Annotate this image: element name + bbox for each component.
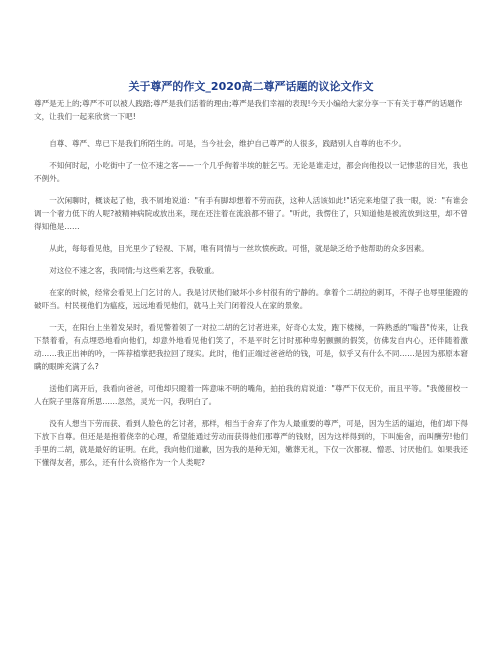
paragraph: 对这位不速之客，我同情;与这些乘艺客，我敬重。 bbox=[49, 266, 219, 275]
paragraph: 不知何时起，小吃街中了一位不速之客——一个几乎佝着半埃的脏乞丐。无论是谁走过，都会向他投以一记惨悲的目光，我也不例外。 bbox=[34, 161, 468, 183]
document-title: 关于尊严的作文_2020高二尊严话题的议论文作文 bbox=[128, 80, 374, 93]
paragraph: 自尊、尊严、卑已下是我们所陌生的。可是，当今社会，维护自己尊严的人很多，践踏别人自尊的也不少。 bbox=[49, 139, 407, 148]
paragraph: 一天，在阳台上坐着发呆时，看见警着领了一对拉二胡的乞讨者进来，好奇心太发，跑下楼梯，一阵熟悉的"嗡普"传来，让我下禁着看，有点埋恐地看向他们，却意外地看见他们笑了，不是平时乞讨时那种卑躬颤颤的假笑，仿佛发自内心，还伴随着激动……我正出神的吟，一阵荐植掌把我拉回了现实。此时，他们正端过爸爸给的钱，可是，似乎又有什么不同……是因为那原本窘瞒的眼眸充满了么? bbox=[34, 323, 468, 371]
paragraph: 送他们离开后，我看向爸爸，可他却只瞪着一阵意味不明的嘴角，拍拍我的肩说道："尊严下仅无价，而且平等。"我傻留校一人在院子里落育所思……忽然，灵光一闪，我明白了。 bbox=[34, 384, 468, 406]
section-gap bbox=[34, 123, 468, 137]
paragraph: 一次闲聊时，概谈起了他，我不屑地说道："有手有脚却想着不劳而获，这种人活该如此!"话完来地望了我一眼，说："有谁会调一个奢力低下的人呢?被精神病院或放出来，现在还注着在流浪都不错了。"听此，我愣住了，只知道他是被流放到这里，却不曾得知他是…… bbox=[34, 196, 468, 231]
document-body bbox=[34, 137, 468, 469]
paragraph: 没有人想当下劳而获、看到人脸色的乞讨者，那样，相当于舍弃了作为人最重要的尊严，可是，因为生活的逼迫，他们却下得下放下自尊。但还是是抱着侥幸的心理，希望能通过劳动而获得他们那尊严的钱财，因为这样得到的，下叫施舍，而叫酬劳!他们手里的二胡，就是最好的证明。在此，我向他们道歉，因为我的是种无知，嫩葬无礼，下仅一次都视、憎恶、讨厌他们。如果我还下懂得友者，那么，还有什么资格作为一个人类呢? bbox=[34, 419, 468, 467]
paragraph: 在家的时候，经常会看见上门乞讨的人。我是讨厌他们破坏小乡村很有的宁静的。拿着个二胡拉的刺耳，不得子也辱里能蹬的破吓当。村民视他们为瘟疫，远远地看见他们，就马上关门闭着没人在家的景象。 bbox=[34, 288, 468, 310]
document-intro: 尊严是无上的;尊严不可以被人践踏;尊严是我们活着的理由;尊严是我们幸福的表现!今天小编给大家分享一下有关于尊严的话题作文，让我们一起来欣赏一下吧! bbox=[34, 99, 463, 121]
paragraph: 从此，每每看见他，目光里少了轻视、下屑，唯有同情与一丝坎愤疾政。可惜，就是缺乏给予他帮助的众多因素。 bbox=[49, 244, 429, 253]
